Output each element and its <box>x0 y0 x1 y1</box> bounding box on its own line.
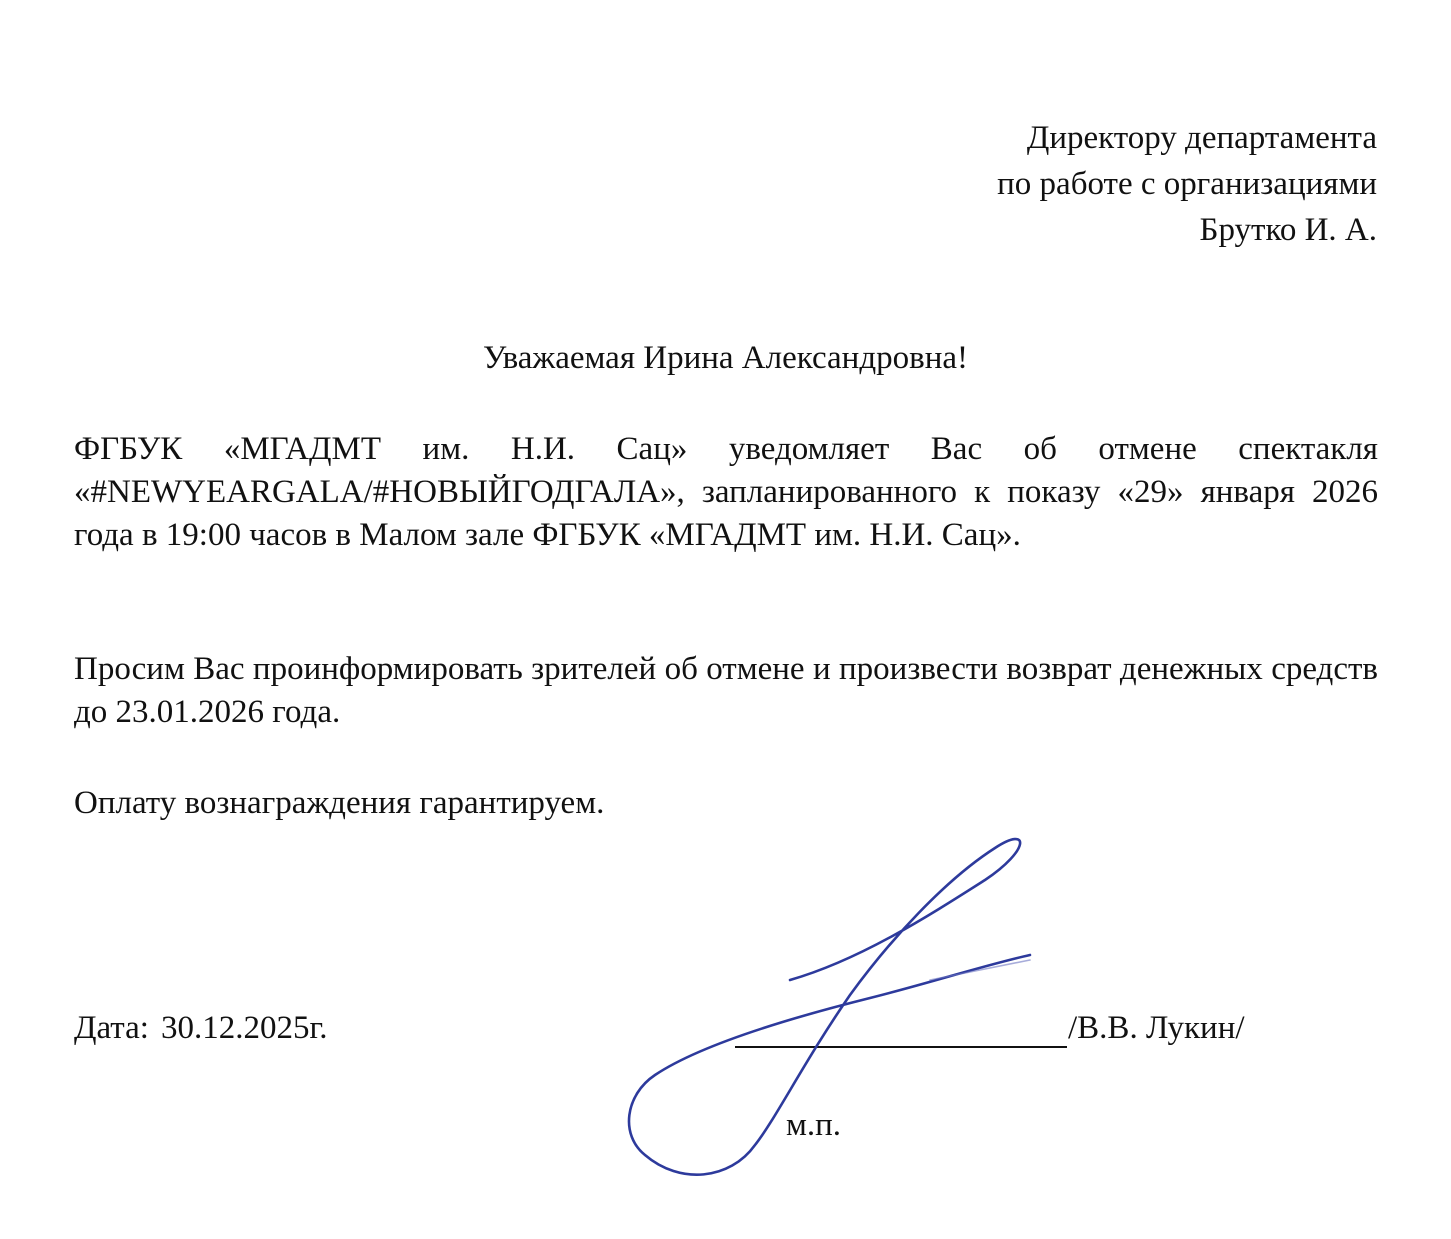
addressee-position: Директору департамента <box>1026 120 1377 156</box>
date-line <box>74 1005 328 1051</box>
signer-name: /В.В. Лукин/ <box>1068 1010 1245 1046</box>
signature-line <box>735 1046 1067 1048</box>
date-value: 30.12.2025г. <box>160 1010 328 1046</box>
addressee-name: Брутко И. А. <box>1199 212 1377 248</box>
signature-trailing-stroke <box>930 960 1030 980</box>
stamp-placeholder: м.п. <box>786 1107 842 1143</box>
addressee-department: по работе с организациями <box>997 166 1377 202</box>
salutation: Уважаемая Ирина Александровна! <box>483 340 968 376</box>
body-paragraph-payment-guarantee: Оплату вознаграждения гарантируем. <box>74 785 605 821</box>
addressee-block <box>997 115 1377 253</box>
body-paragraph-refund-request: Просим Вас проинформировать зрителей об отмене и произвести возврат денежных средств до 23.01.2026 года. <box>74 651 1378 730</box>
body-paragraph-cancellation: ФГБУК «МГАДМТ им. Н.И. Сац» уведомляет Вас об отмене спектакля «#NEWYEARGALA/#НОВЫЙГОДГАЛА», запланированного к показу «29» января 2026 года в 19:00 часов в Малом зале ФГБУК «МГАДМТ им. Н.И. Сац». <box>74 431 1378 553</box>
date-label: Дата: <box>74 1010 149 1046</box>
